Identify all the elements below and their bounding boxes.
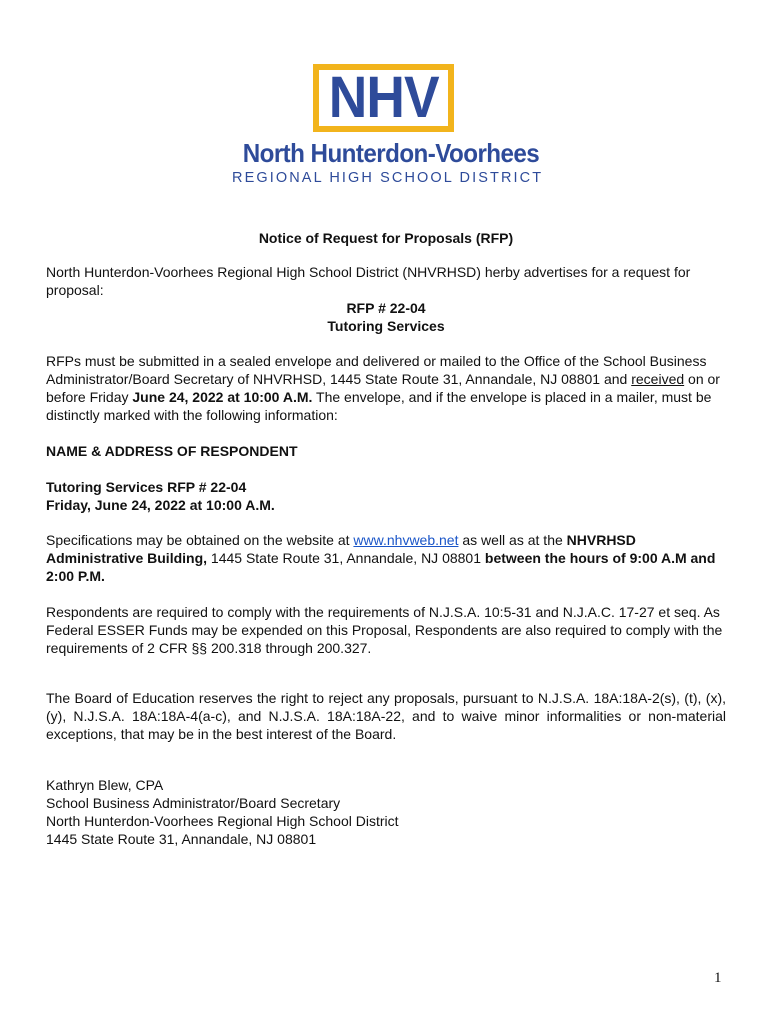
specs-hours: between the hours of 9:00 A.M and 2:00 P.M. bbox=[46, 550, 716, 584]
signature-address: 1445 State Route 31, Annandale, NJ 08801 bbox=[46, 831, 317, 847]
submission-deadline: June 24, 2022 at 10:00 A.M. bbox=[132, 389, 313, 405]
notice-intro: North Hunterdon-Voorhees Regional High School District (NHVRHSD) herby advertises for a request for proposal: bbox=[46, 264, 691, 298]
specifications-paragraph bbox=[46, 531, 726, 585]
marking-line-2: Friday, June 24, 2022 at 10:00 A.M. bbox=[46, 497, 275, 513]
logo-district-name: North Hunterdon-Voorhees bbox=[242, 138, 540, 168]
rfp-subject: Tutoring Services bbox=[327, 318, 445, 334]
district-logo bbox=[232, 64, 544, 192]
signature-district: North Hunterdon-Voorhees Regional High School District bbox=[46, 813, 399, 829]
specs-address: 1445 State Route 31, Annandale, NJ 08801 bbox=[207, 550, 485, 566]
marking-line-1: Tutoring Services RFP # 22-04 bbox=[46, 479, 247, 495]
submission-text-3: The envelope, and if the envelope is placed in a mailer, must be distinctly marked with the following information: bbox=[46, 389, 712, 423]
signature-name: Kathryn Blew, CPA bbox=[46, 777, 164, 793]
logo-letters: NHV bbox=[328, 65, 439, 130]
logo-emblem bbox=[313, 64, 454, 132]
signature-title: School Business Administrator/Board Secretary bbox=[46, 795, 341, 811]
submission-received: received bbox=[631, 371, 685, 387]
page-number: 1 bbox=[714, 970, 722, 986]
notice-title: Notice of Request for Proposals (RFP) bbox=[258, 230, 514, 246]
specs-text-1: Specifications may be obtained on the website at bbox=[46, 532, 354, 548]
board-paragraph: The Board of Education reserves the right to reject any proposals, pursuant to N.J.S.A. 18A:18A-2(s), (t), (x), (y), N.J.S.A. 18A:18A-4(a-c), and N.J.S.A. 18A:18A-22, and to waive minor informalities or non-material exceptions, that may be in the best interest of the Board. bbox=[46, 690, 726, 742]
specs-text-2: as well as at the bbox=[458, 532, 567, 548]
compliance-paragraph: Respondents are required to comply with the requirements of N.J.S.A. 10:5-31 and N.J.A.C. 17-27 et seq. As Federal ESSER Funds may be expended on this Proposal, Respondents are also required to comply with the requirements of 2 CFR §§ 200.318 through 200.327. bbox=[46, 604, 723, 656]
submission-text-1: RFPs must be submitted in a sealed envelope and delivered or mailed to the Office of the School Business Administrator/Board Secretary of NHVRHSD, 1445 State Route 31, Annandale, NJ 08801 and bbox=[46, 353, 707, 387]
rfp-number: RFP # 22-04 bbox=[346, 300, 426, 316]
website-link[interactable]: www.nhvweb.net bbox=[353, 532, 459, 548]
submission-paragraph bbox=[46, 352, 726, 424]
logo-subtitle: REGIONAL HIGH SCHOOL DISTRICT bbox=[232, 170, 544, 186]
respondent-heading: NAME & ADDRESS OF RESPONDENT bbox=[46, 443, 298, 459]
submission-text-2: on or before Friday bbox=[46, 371, 720, 405]
specs-building: NHVRHSD Administrative Building, bbox=[46, 532, 636, 566]
